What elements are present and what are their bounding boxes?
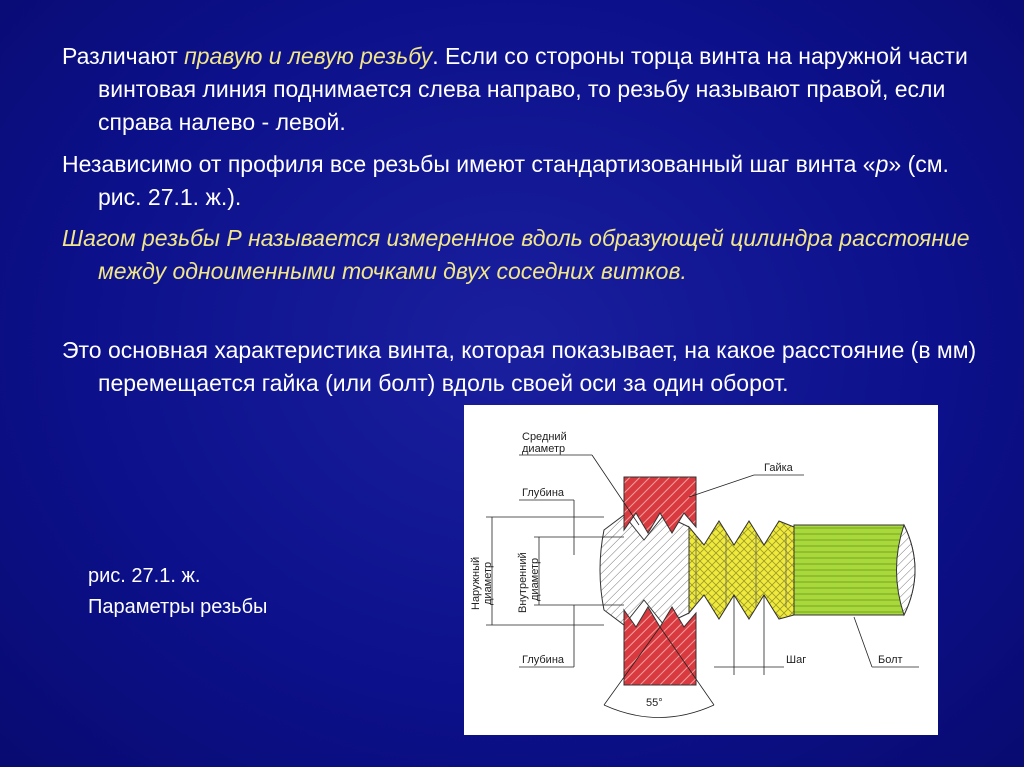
label-inner-diameter-2: диаметр <box>529 557 541 601</box>
caption-number: рис. 27.1. ж. <box>88 565 201 587</box>
label-depth-top: Глубина <box>522 487 565 499</box>
label-mean-diameter-2: диаметр <box>522 443 566 455</box>
label-outer-diameter-1: Наружный <box>470 556 482 610</box>
p2-start: Независимо от профиля все резьбы имеют стандартизованный шаг винта « <box>62 151 876 177</box>
paragraph-pitch-standard <box>62 148 998 214</box>
bolt-body <box>794 525 915 615</box>
label-nut: Гайка <box>764 462 793 474</box>
p2-symbol: р <box>875 151 889 177</box>
bolt-thread <box>689 521 794 619</box>
label-angle: 55° <box>646 697 663 709</box>
paragraph-pitch-definition: Шагом резьбы Р называется измеренное вдоль образующей цилиндра расстояние между одноименными точками двух соседних витков. <box>62 225 970 284</box>
bolt-section <box>600 515 689 625</box>
paragraph-main-characteristic: Это основная характеристика винта, которая показывает, на какое расстояние (в мм) перемещается гайка (или болт) вдоль своей оси за один оборот. <box>62 337 977 396</box>
figure-caption <box>88 561 388 623</box>
label-mean-diameter-1: Средний <box>522 431 567 443</box>
p1-start: Различают <box>62 43 185 69</box>
thread-parameters-figure <box>464 405 938 735</box>
label-inner-diameter-1: Внутренний <box>517 552 529 613</box>
p1-rest: . Если со стороны торца винта на наружной части винтовая линия поднимается слева направо, то резьбу называют правой, если справа налево - левой. <box>98 43 968 135</box>
p2-rest: » (см. рис. 27.1. ж.). <box>98 151 949 210</box>
caption-title: Параметры резьбы <box>88 596 268 618</box>
paragraph-thread-direction <box>62 40 998 139</box>
label-pitch: Шаг <box>786 654 807 666</box>
label-depth-bottom: Глубина <box>522 654 565 666</box>
thread-diagram <box>464 405 938 735</box>
label-bolt: Болт <box>878 654 903 666</box>
label-outer-diameter-2: диаметр <box>482 561 494 605</box>
p1-highlight: правую и левую резьбу <box>184 43 433 69</box>
